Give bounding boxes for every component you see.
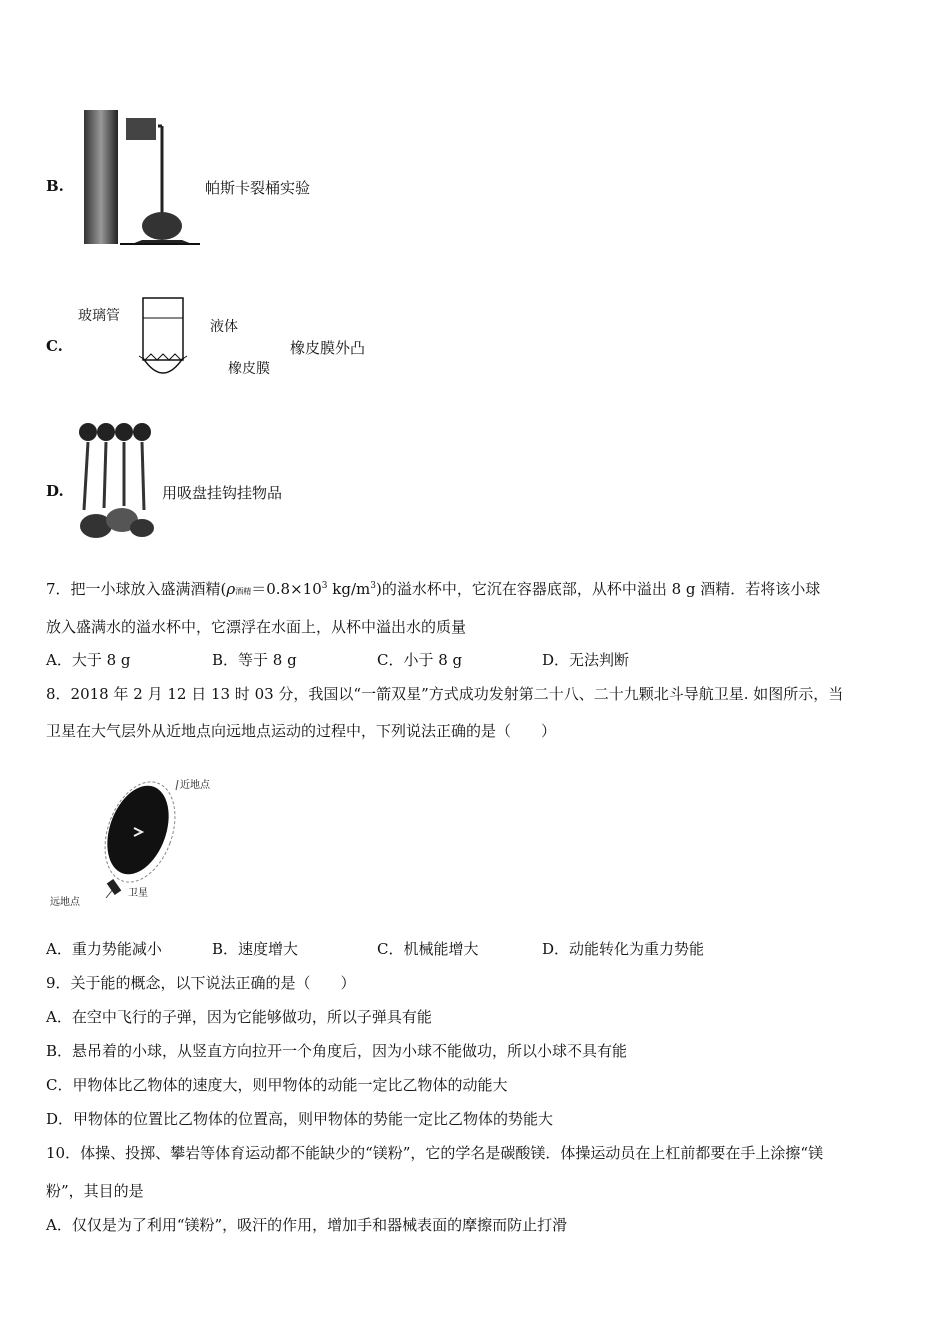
option-d-caption: 用吸盘挂钩挂物品 bbox=[162, 484, 283, 502]
label-satellite: 卫星 bbox=[128, 888, 148, 899]
glass-tube-figure bbox=[135, 296, 195, 392]
q7-part2: ＝0.8×10 bbox=[251, 580, 322, 598]
q7-option-b: B．等于 8 g bbox=[212, 651, 297, 669]
q8-stem-line2: 卫星在大气层外从近地点向远地点运动的过程中，下列说法正确的是（ ） bbox=[46, 722, 557, 740]
q7-rho: ρ bbox=[226, 580, 236, 598]
option-b-caption: 帕斯卡裂桶实验 bbox=[205, 179, 311, 197]
q8-option-d: D．动能转化为重力势能 bbox=[542, 940, 705, 958]
q10-stem-line1: 10．体操、投掷、攀岩等体育运动都不能缺少的“镁粉”，它的学名是碳酸镁．体操运动员在上杠前都要在手上涂擦“镁 bbox=[46, 1144, 824, 1162]
q10-option-a: A．仅仅是为了利用“镁粉”，吸汗的作用，增加手和器械表面的摩擦而防止打滑 bbox=[46, 1216, 568, 1234]
label-liquid: 液体 bbox=[210, 319, 238, 335]
q7-option-c: C．小于 8 g bbox=[377, 651, 463, 669]
label-far-point: 近地点 bbox=[180, 780, 210, 791]
q7-stem-line1 bbox=[46, 578, 820, 599]
label-glass-tube: 玻璃管 bbox=[78, 308, 120, 324]
q7-part1: 7．把一小球放入盛满酒精( bbox=[46, 580, 227, 598]
q7-rho-sub: 酒精 bbox=[235, 587, 252, 596]
option-c-letter: C. bbox=[46, 337, 63, 355]
q9-option-a: A．在空中飞行的子弹，因为它能够做功，所以子弹具有能 bbox=[46, 1008, 432, 1026]
q7-stem-line2: 放入盛满水的溢水杯中，它漂浮在水面上，从杯中溢出水的质量 bbox=[46, 618, 467, 636]
q7-option-d: D．无法判断 bbox=[542, 651, 630, 669]
q7-part3: kg/m bbox=[327, 580, 371, 598]
q7-exp2: 3 bbox=[370, 581, 376, 591]
q10-stem-line2: 粉”，其目的是 bbox=[46, 1182, 144, 1200]
label-membrane: 橡皮膜 bbox=[228, 361, 270, 377]
label-near-point: 远地点 bbox=[50, 897, 80, 908]
option-c-caption: 橡皮膜外凸 bbox=[290, 339, 366, 357]
q9-option-b: B．悬吊着的小球，从竖直方向拉开一个角度后，因为小球不能做功，所以小球不具有能 bbox=[46, 1042, 628, 1060]
q9-option-c: C．甲物体比乙物体的速度大，则甲物体的动能一定比乙物体的动能大 bbox=[46, 1076, 508, 1094]
q7-option-a: A．大于 8 g bbox=[46, 651, 131, 669]
option-d-letter: D. bbox=[46, 482, 64, 500]
q9-stem: 9．关于能的概念，以下说法正确的是（ ） bbox=[46, 974, 356, 992]
q8-option-b: B．速度增大 bbox=[212, 940, 299, 958]
q7-exp1: 3 bbox=[321, 581, 328, 591]
option-b-letter: B. bbox=[46, 177, 64, 195]
pascal-barrel-figure bbox=[82, 108, 204, 248]
q9-option-d: D．甲物体的位置比乙物体的位置高，则甲物体的势能一定比乙物体的势能大 bbox=[46, 1110, 554, 1128]
q8-option-a: A．重力势能减小 bbox=[46, 940, 162, 958]
q7-part4: )的溢水杯中，它沉在容器底部，从杯中溢出 8 g 酒精．若将该小球 bbox=[375, 580, 821, 598]
suction-hooks-figure bbox=[74, 420, 156, 540]
q8-stem-line1: 8．2018 年 2 月 12 日 13 时 03 分，我国以“一箭双星”方式成功发射第二十八、二十九颗北斗导航卫星. 如图所示，当 bbox=[46, 685, 844, 703]
q8-option-c: C．机械能增大 bbox=[377, 940, 479, 958]
